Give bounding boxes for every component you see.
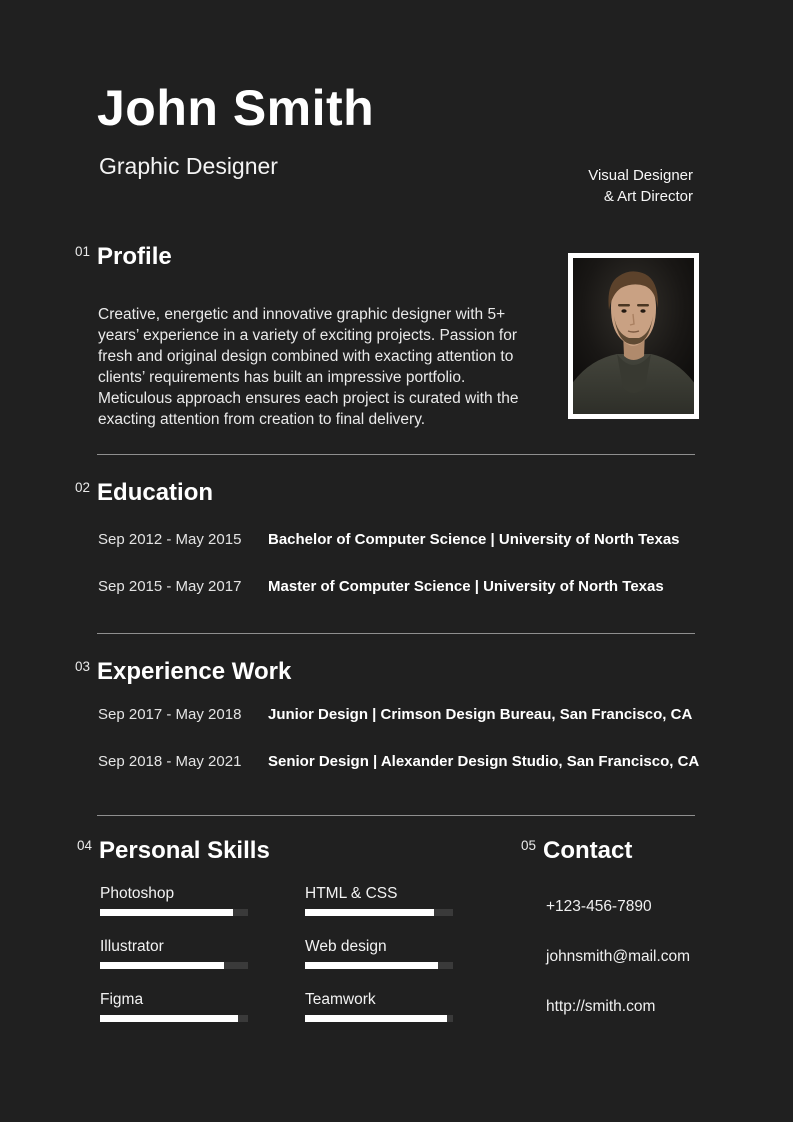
section-title: Personal Skills (99, 837, 270, 864)
skill-progress-fill (100, 1015, 238, 1022)
section-divider (97, 815, 695, 816)
skill-progress-bar (305, 1015, 453, 1022)
skill-progress-bar (305, 962, 453, 969)
section-number: 03 (75, 659, 91, 674)
section-number: 02 (75, 480, 91, 495)
skills-grid (100, 885, 455, 1022)
skill-label: Teamwork (305, 991, 376, 1008)
contact-list (546, 898, 690, 1048)
skill-progress-fill (100, 909, 233, 916)
skill-label: HTML & CSS (305, 885, 398, 902)
role-line-1: Visual Designer (588, 167, 693, 184)
section-heading-contact (521, 837, 632, 864)
skill-progress-fill (305, 1015, 447, 1022)
education-list (98, 531, 680, 625)
section-number: 04 (77, 838, 93, 853)
profile-summary: Creative, energetic and innovative graphic designer with 5+ years’ experience in a variety of exciting projects. Passion for fresh and original design combined with exacting attention to clients’ requirements has built an impressive portfolio. Meticulous approach ensures each project is curated with the exacting attention from creation to final delivery. (98, 305, 519, 428)
skill-progress-bar (100, 909, 248, 916)
portrait-photo-image (573, 258, 694, 414)
section-divider (97, 633, 695, 634)
section-heading-education (75, 479, 213, 506)
skill-item (100, 938, 248, 969)
role-line-2: & Art Director (603, 187, 693, 205)
skill-item (305, 938, 453, 969)
section-title: Experience Work (97, 658, 292, 685)
skill-progress-fill (100, 962, 224, 969)
experience-dates: Sep 2018 - May 2021 (98, 753, 242, 770)
experience-list (98, 706, 699, 800)
contact-email: johnsmith@mail.com (546, 948, 691, 965)
education-dates: Sep 2012 - May 2015 (98, 531, 242, 548)
skill-item (100, 991, 248, 1022)
section-heading-experience (75, 658, 291, 685)
experience-row (98, 753, 699, 770)
section-number: 05 (521, 838, 537, 853)
person-role-tagline (588, 166, 693, 207)
experience-row (98, 706, 699, 723)
education-degree: Bachelor of Computer Science | University of North Texas (268, 531, 680, 548)
section-title: Contact (543, 837, 633, 864)
experience-position: Senior Design | Alexander Design Studio, San Francisco, CA (268, 753, 700, 770)
skill-progress-fill (305, 909, 434, 916)
education-row (98, 578, 680, 595)
skill-item (100, 885, 248, 916)
section-heading-skills (77, 837, 270, 864)
skill-progress-bar (100, 962, 248, 969)
person-name: John Smith (97, 80, 375, 136)
skill-item (305, 991, 453, 1022)
skill-label: Photoshop (100, 885, 175, 902)
person-job-title: Graphic Designer (99, 153, 278, 179)
education-row (98, 531, 680, 548)
skill-progress-bar (305, 909, 453, 916)
experience-position: Junior Design | Crimson Design Bureau, San Francisco, CA (268, 706, 693, 723)
section-title: Profile (97, 243, 172, 270)
section-title: Education (97, 479, 214, 506)
section-heading-profile (75, 243, 172, 270)
experience-dates: Sep 2017 - May 2018 (98, 706, 242, 723)
skill-progress-fill (305, 962, 438, 969)
skill-progress-bar (100, 1015, 248, 1022)
section-divider (97, 454, 695, 455)
contact-website: http://smith.com (546, 998, 656, 1015)
portrait-photo (568, 253, 699, 419)
contact-phone: +123-456-7890 (546, 898, 652, 915)
skill-label: Illustrator (100, 938, 164, 955)
skill-label: Figma (100, 991, 144, 1008)
skill-item (305, 885, 453, 916)
section-number: 01 (75, 244, 91, 259)
skill-label: Web design (305, 938, 387, 955)
education-dates: Sep 2015 - May 2017 (98, 578, 242, 595)
education-degree: Master of Computer Science | University of North Texas (268, 578, 664, 595)
